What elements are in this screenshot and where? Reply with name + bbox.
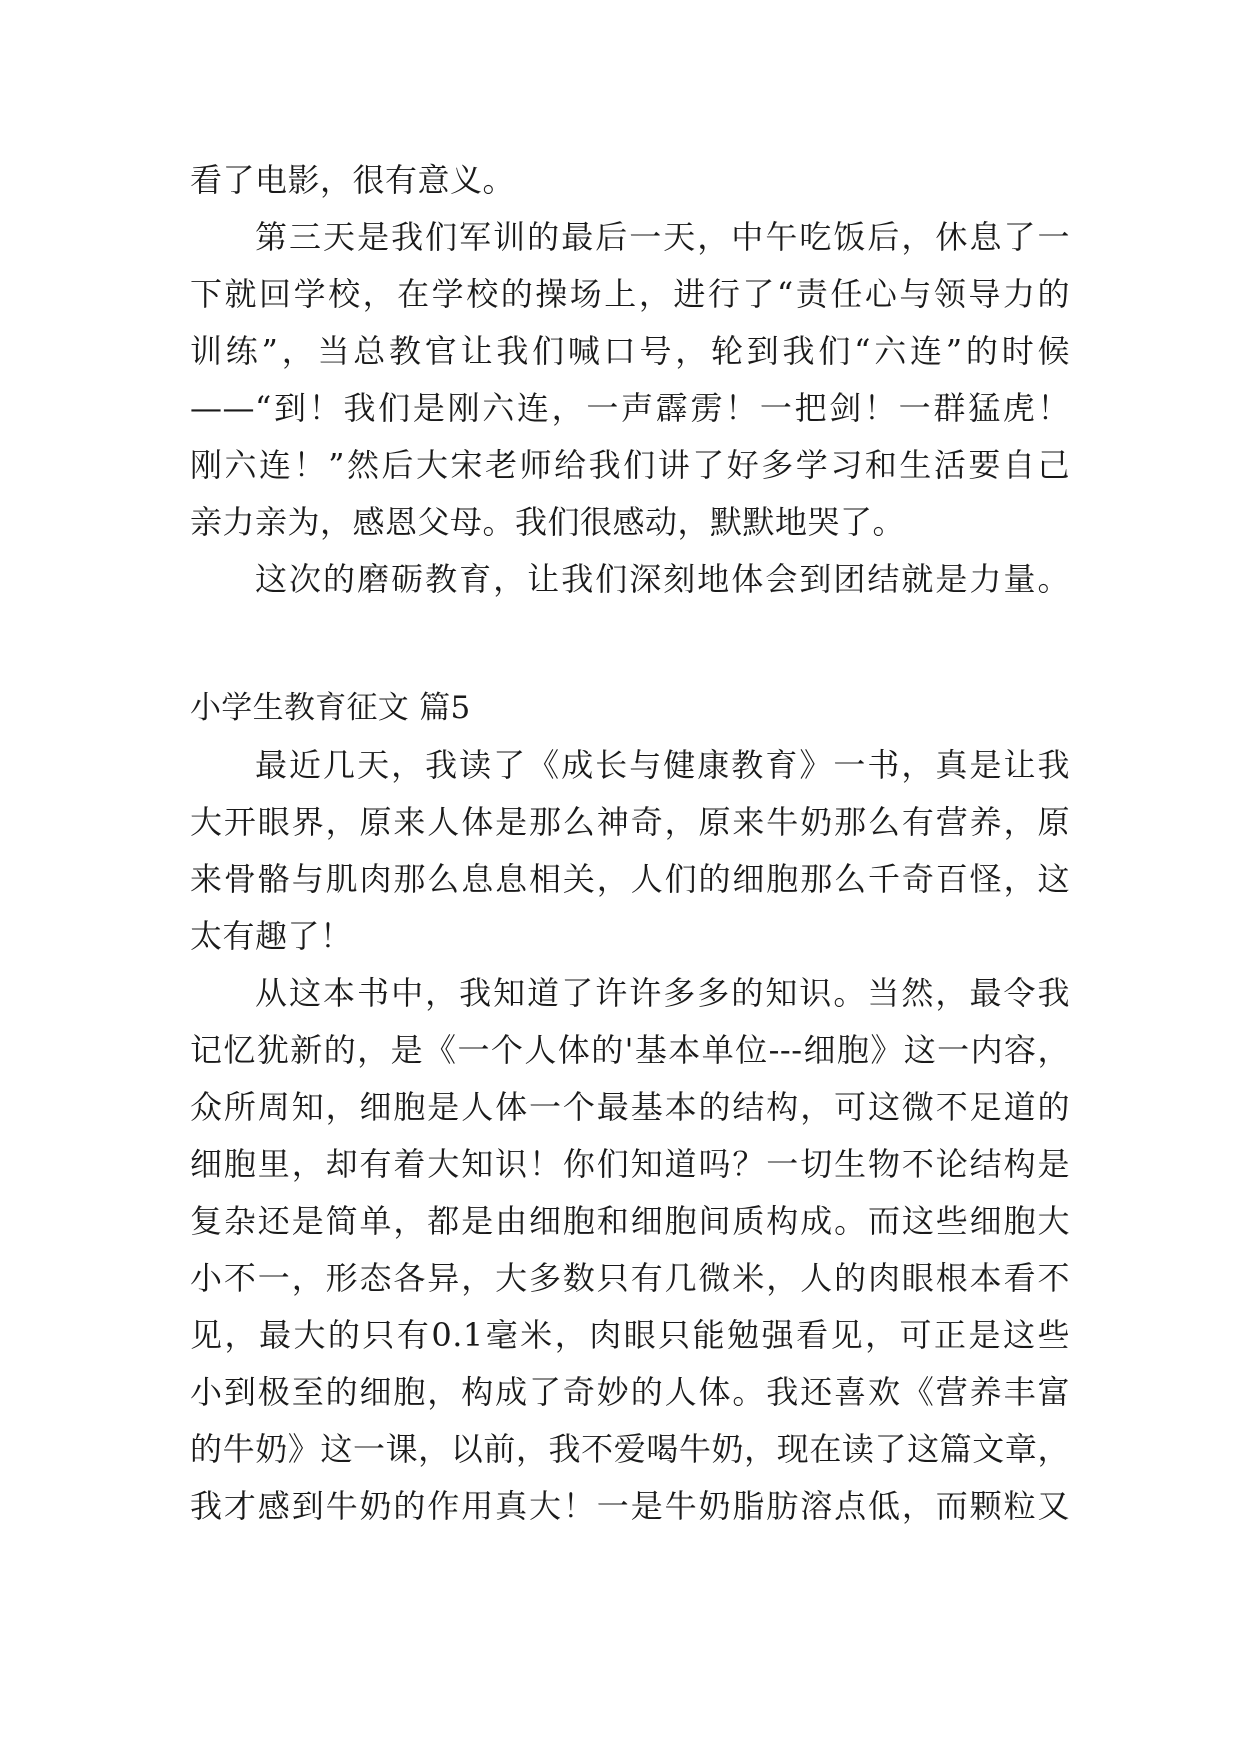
- paragraph-first-line: 从这本书中，我知道了许许多多的知识。当然，最令我: [255, 974, 1070, 1012]
- text-line: 记忆犹新的，是《一个人体的'基本单位---细胞》这一内容，: [190, 1031, 1070, 1069]
- text-line: 复杂还是简单，都是由细胞和细胞间质构成。而这些细胞大: [190, 1202, 1070, 1240]
- paragraph-first-line: 最近几天，我读了《成长与健康教育》一书，真是让我: [255, 746, 1070, 784]
- text-line: 见，最大的只有0.1毫米，肉眼只能勉强看见，可正是这些: [190, 1316, 1070, 1354]
- text-line: 小不一，形态各异，大多数只有几微米，人的肉眼根本看不: [190, 1259, 1070, 1297]
- text-line: 来骨骼与肌肉那么息息相关，人们的细胞那么千奇百怪，这: [190, 860, 1070, 898]
- text-line: 小到极至的细胞，构成了奇妙的人体。我还喜欢《营养丰富: [190, 1373, 1070, 1411]
- text-line: 我才感到牛奶的作用真大！一是牛奶脂肪溶点低，而颗粒又: [190, 1487, 1070, 1525]
- text-line: ——“到！我们是刚六连，一声霹雳！一把剑！一群猛虎！: [190, 389, 1070, 427]
- paragraph-first-line: 第三天是我们军训的最后一天，中午吃饭后，休息了一: [255, 218, 1070, 256]
- text-line: 的牛奶》这一课，以前，我不爱喝牛奶，现在读了这篇文章，: [190, 1430, 1070, 1468]
- text-line: 训练”，当总教官让我们喊口号，轮到我们“六连”的时候: [190, 332, 1070, 370]
- text-line: 亲力亲为，感恩父母。我们很感动，默默地哭了。: [190, 503, 906, 541]
- section-heading: 小学生教育征文 篇5: [190, 690, 471, 726]
- text-line: 大开眼界，原来人体是那么神奇，原来牛奶那么有营养，原: [190, 803, 1070, 841]
- text-line: 下就回学校，在学校的操场上，进行了“责任心与领导力的: [190, 275, 1070, 313]
- text-line: 众所周知，细胞是人体一个最基本的结构，可这微不足道的: [190, 1088, 1070, 1126]
- text-line: 细胞里，却有着大知识！你们知道吗？一切生物不论结构是: [190, 1145, 1070, 1183]
- text-line: 刚六连！”然后大宋老师给我们讲了好多学习和生活要自己: [190, 446, 1070, 484]
- paragraph-first-line: 这次的磨砺教育，让我们深刻地体会到团结就是力量。: [255, 560, 1070, 598]
- text-line: 看了电影，很有意义。: [190, 161, 516, 199]
- text-line: 太有趣了！: [190, 917, 353, 955]
